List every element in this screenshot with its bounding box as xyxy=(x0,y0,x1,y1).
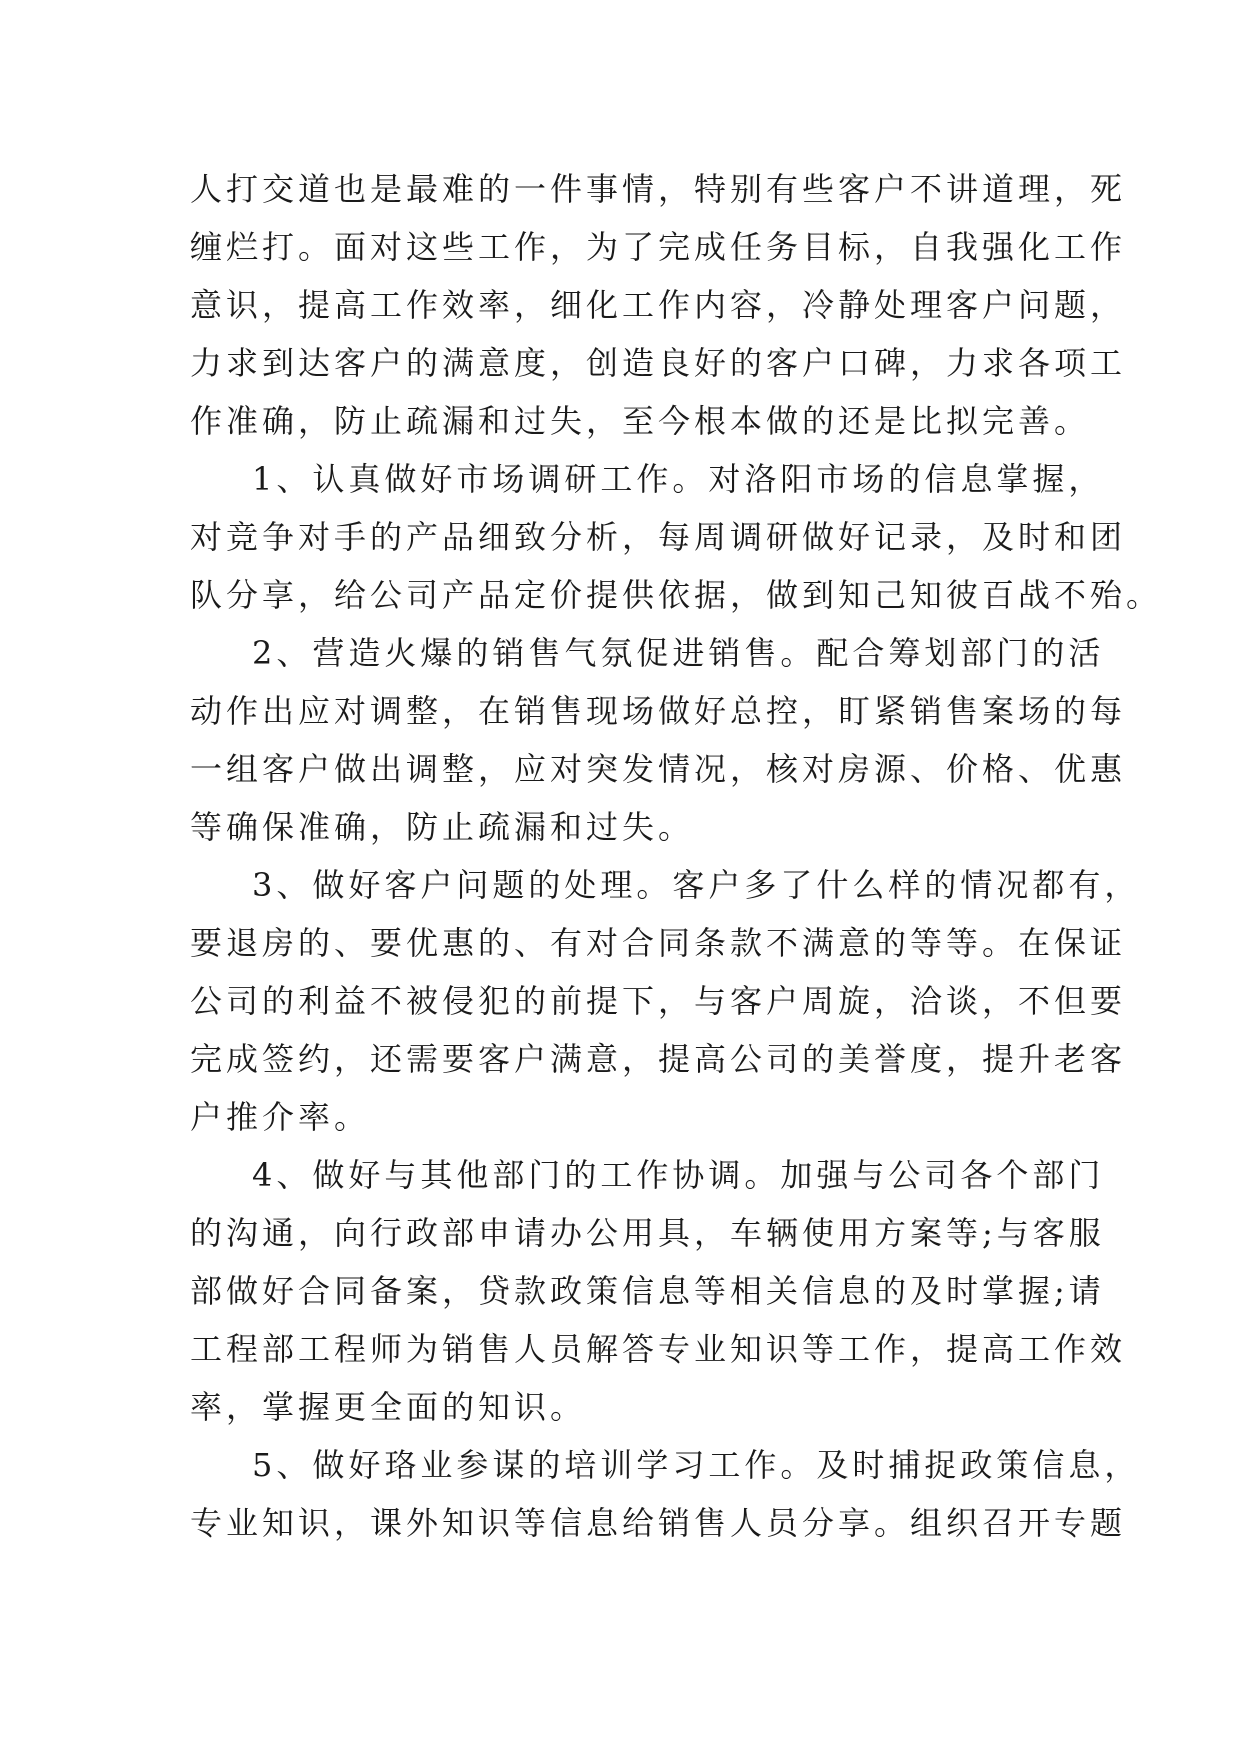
text-line: 队分享，给公司产品定价提供依据，做到知己知彼百战不殆。 xyxy=(190,576,1163,614)
paragraph-first-line: 3、做好客户问题的处理。客户多了什么样的情况都有， xyxy=(252,866,1141,904)
paragraph-first-line: 1、认真做好市场调研工作。对洛阳市场的信息掌握， xyxy=(252,460,1105,498)
text-line: 动作出应对调整，在销售现场做好总控，盯紧销售案场的每 xyxy=(190,692,1127,730)
text-line: 作准确，防止疏漏和过失，至今根本做的还是比拟完善。 xyxy=(190,402,1091,440)
body-text xyxy=(190,160,1163,1552)
text-line: 公司的利益不被侵犯的前提下，与客户周旋，洽谈，不但要 xyxy=(190,982,1127,1020)
text-line: 对竞争对手的产品细致分析，每周调研做好记录，及时和团 xyxy=(190,518,1127,556)
text-line: 人打交道也是最难的一件事情，特别有些客户不讲道理，死 xyxy=(190,170,1127,208)
text-line: 部做好合同备案，贷款政策信息等相关信息的及时掌握;请 xyxy=(190,1272,1105,1310)
text-line: 一组客户做出调整，应对突发情况，核对房源、价格、优惠 xyxy=(190,750,1127,788)
paragraph-first-line: 5、做好珞业参谋的培训学习工作。及时捕捉政策信息， xyxy=(252,1446,1141,1484)
text-line: 完成签约，还需要客户满意，提高公司的美誉度，提升老客 xyxy=(190,1040,1127,1078)
text-line: 等确保准确，防止疏漏和过失。 xyxy=(190,808,695,846)
text-line: 工程部工程师为销售人员解答专业知识等工作，提高工作效 xyxy=(190,1330,1127,1368)
paragraph-first-line: 2、营造火爆的销售气氛促进销售。配合筹划部门的活 xyxy=(252,634,1105,672)
text-line: 力求到达客户的满意度，创造良好的客户口碑，力求各项工 xyxy=(190,344,1127,382)
text-line: 户推介率。 xyxy=(190,1098,371,1136)
text-line: 要退房的、要优惠的、有对合同条款不满意的等等。在保证 xyxy=(190,924,1127,962)
text-line: 率，掌握更全面的知识。 xyxy=(190,1388,587,1426)
text-line: 意识，提高工作效率，细化工作内容，冷静处理客户问题， xyxy=(190,286,1127,324)
text-line: 缠烂打。面对这些工作，为了完成任务目标，自我强化工作 xyxy=(190,228,1127,266)
text-line: 的沟通，向行政部申请办公用具，车辆使用方案等;与客服 xyxy=(190,1214,1105,1252)
text-line: 专业知识，课外知识等信息给销售人员分享。组织召开专题 xyxy=(190,1504,1127,1542)
paragraph-first-line: 4、做好与其他部门的工作协调。加强与公司各个部门 xyxy=(252,1156,1105,1194)
